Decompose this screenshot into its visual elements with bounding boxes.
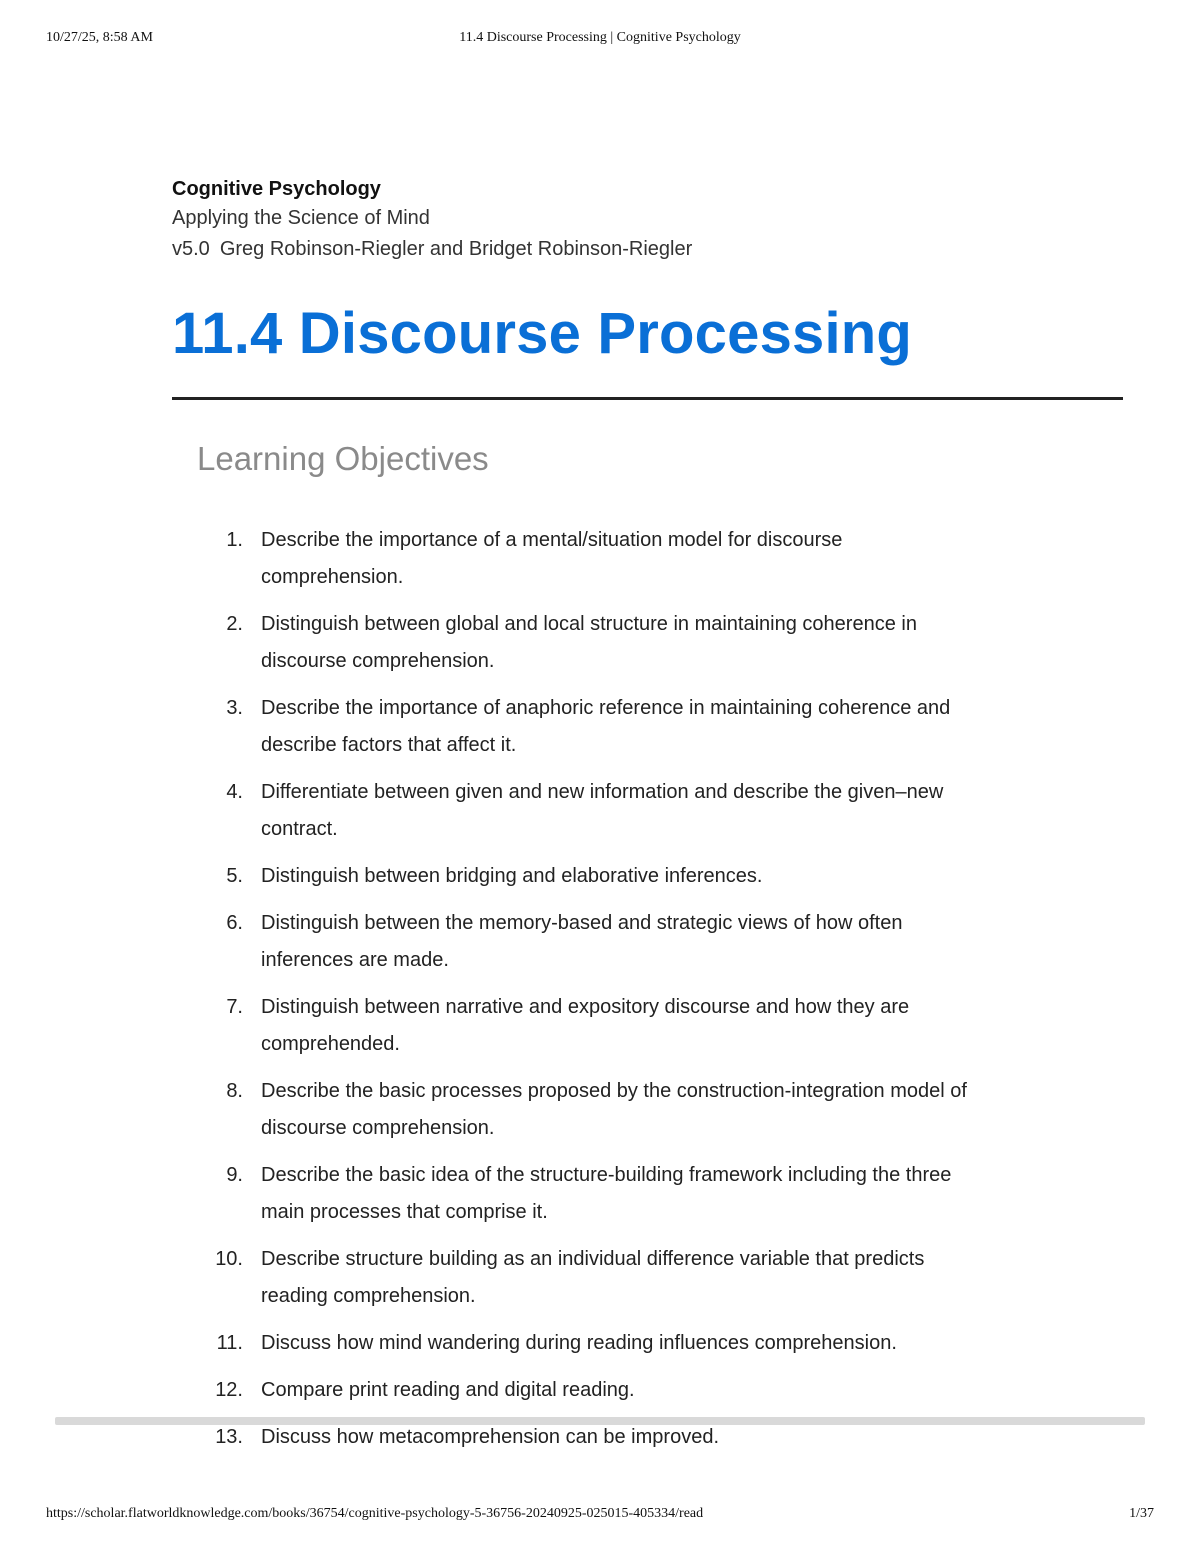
book-version-line <box>172 233 692 265</box>
objective-text: Describe the basic processes proposed by the construction-integration model of <box>261 1080 967 1102</box>
objective-text: Compare print reading and digital reading. <box>261 1379 635 1401</box>
objective-text: Describe the importance of anaphoric reference in maintaining coherence and <box>261 697 951 719</box>
objective-number: 13. <box>215 1426 243 1448</box>
objective-number: 3. <box>226 697 243 719</box>
objective-text: Describe structure building as an individual difference variable that predicts <box>261 1248 925 1270</box>
book-meta <box>172 175 692 265</box>
objective-number: 9. <box>226 1164 243 1186</box>
section-heading: 11.4 Discourse Processing <box>172 301 913 366</box>
objective-text: Distinguish between the memory-based and strategic views of how often <box>261 912 903 934</box>
objective-number: 2. <box>226 613 243 635</box>
objective-number: 11. <box>216 1332 243 1354</box>
print-page-title: 11.4 Discourse Processing | Cognitive Psychology <box>459 30 741 45</box>
objective-text: Describe the importance of a mental/situation model for discourse <box>261 529 843 551</box>
objective-text: discourse comprehension. <box>261 1117 495 1139</box>
book-version: v5.0 <box>172 238 210 260</box>
objective-number: 12. <box>215 1379 243 1401</box>
print-page-number: 1/37 <box>1129 1506 1154 1521</box>
print-url: https://scholar.flatworldknowledge.com/books/36754/cognitive-psychology-5-36756-20240925-025015-405334/read <box>46 1506 704 1521</box>
objective-text: Distinguish between global and local structure in maintaining coherence in <box>261 613 917 635</box>
objective-text: reading comprehension. <box>261 1285 476 1307</box>
book-title: Cognitive Psychology <box>172 178 381 200</box>
book-subtitle: Applying the Science of Mind <box>172 207 430 229</box>
objective-number: 4. <box>226 781 243 803</box>
objective-number: 7. <box>226 996 243 1018</box>
objective-text: main processes that comprise it. <box>261 1201 548 1223</box>
objective-text: Discuss how metacomprehension can be improved. <box>261 1426 719 1448</box>
objective-number: 5. <box>226 865 243 887</box>
objective-text: inferences are made. <box>261 949 449 971</box>
heading-divider <box>172 397 1123 400</box>
objective-number: 10. <box>215 1248 243 1270</box>
objective-text: Describe the basic idea of the structure-building framework including the three <box>261 1164 952 1186</box>
learning-objectives-heading: Learning Objectives <box>197 440 489 477</box>
book-authors: Greg Robinson-Riegler and Bridget Robinson-Riegler <box>219 238 693 260</box>
objective-text: Distinguish between narrative and expository discourse and how they are <box>261 996 910 1018</box>
objective-text: describe factors that affect it. <box>261 734 517 756</box>
objective-text: Distinguish between bridging and elaborative inferences. <box>261 865 763 887</box>
horizontal-scrollbar[interactable] <box>55 1417 1145 1425</box>
objective-text: comprehended. <box>261 1033 400 1055</box>
objective-number: 1. <box>226 529 243 551</box>
objective-text: Differentiate between given and new information and describe the given–new <box>261 781 944 803</box>
objective-text: comprehension. <box>261 566 404 588</box>
objective-text: contract. <box>261 818 338 840</box>
objective-number: 8. <box>226 1080 243 1102</box>
print-datetime: 10/27/25, 8:58 AM <box>46 30 153 45</box>
objective-number: 6. <box>226 912 243 934</box>
objective-text: Discuss how mind wandering during reading influences comprehension. <box>261 1332 897 1354</box>
objective-text: discourse comprehension. <box>261 650 495 672</box>
